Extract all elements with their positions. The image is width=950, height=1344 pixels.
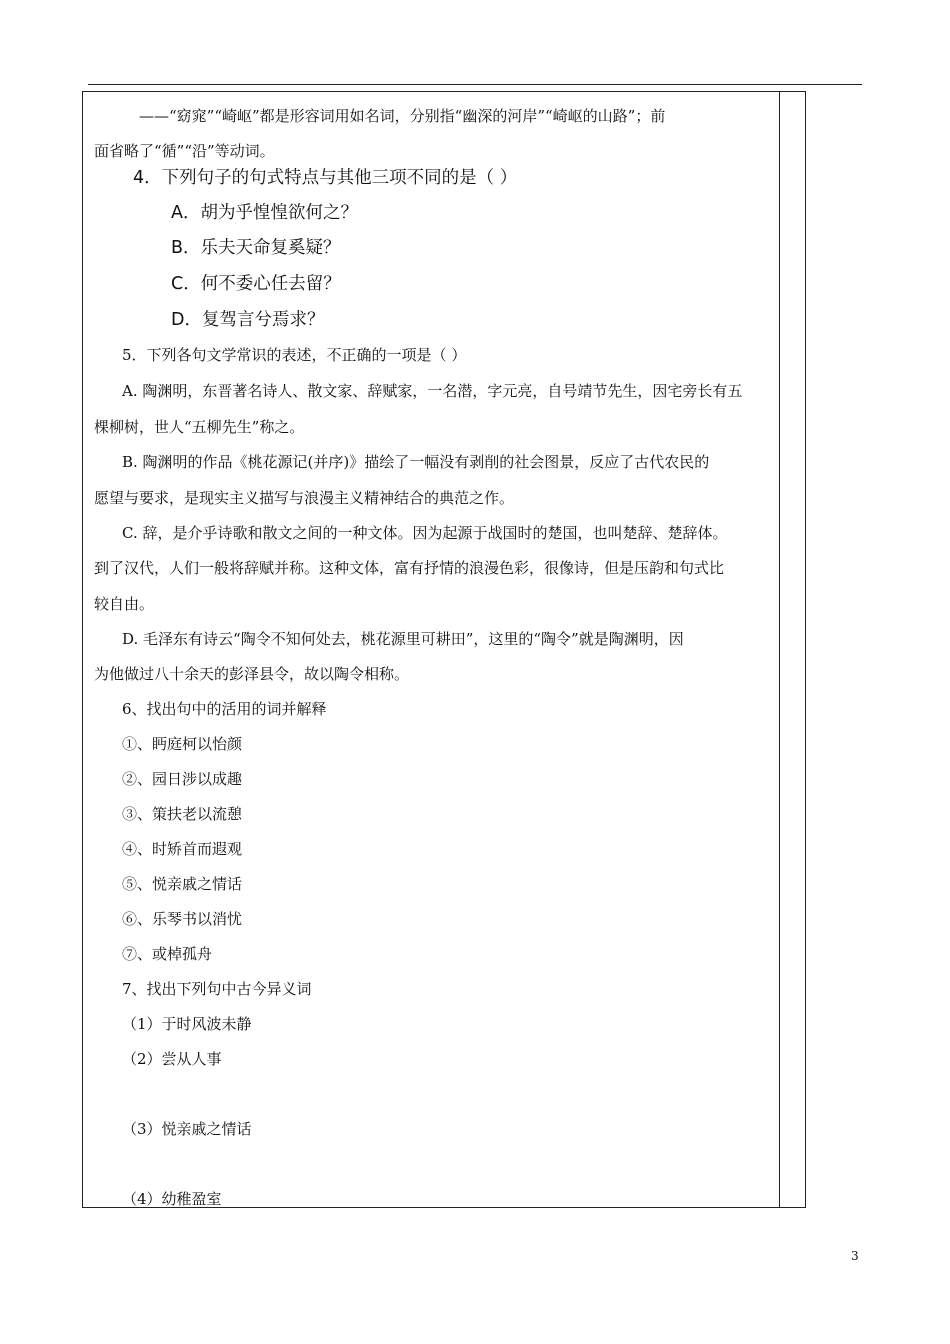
question6-item: ⑤、悦亲戚之情话 [122,875,243,893]
question7-item: （1）于时风波未静 [122,1015,252,1033]
question7-stem: 7、找出下列句中古今异义词 [122,980,312,998]
question5-option-b-line2: 愿望与要求，是现实主义描写与浪漫主义精神结合的典范之作。 [94,489,515,507]
note-line-2: 面省略了“循”“沿”等动词。 [94,142,275,160]
question5-option-c-line2: 到了汉代，人们一般将辞赋并称。这种文体，富有抒情的浪漫色彩，很像诗，但是压韵和句式比 [94,559,725,577]
question5-stem: 5．下列各句文学常识的表述，不正确的一项是（ ） [122,346,467,364]
question5-option-d-line1: D. 毛泽东有诗云“陶令不知何处去，桃花源里可耕田”，这里的“陶令”就是陶渊明，因 [122,630,684,648]
question5-option-d-line2: 为他做过八十余天的彭泽县令，故以陶令相称。 [94,665,410,683]
question6-item: ⑦、或棹孤舟 [122,945,213,963]
question5-option-a-line1: A. 陶渊明，东晋著名诗人、散文家、辞赋家，一名潜，字元亮，自号靖节先生，因宅旁长有五 [122,382,743,400]
question7-item: （2）尝从人事 [122,1050,222,1068]
question4-option-c: C．何不委心任去留？ [171,274,341,294]
question5-option-c-line1: C. 辞，是介乎诗歌和散文之间的一种文体。因为起源于战国时的楚国，也叫楚辞、楚辞体。 [122,524,728,542]
question6-item: ⑥、乐琴书以消忧 [122,910,243,928]
question4-option-a: A．胡为乎惶惶欲何之？ [171,203,358,223]
question4-option-d: D．复驾言兮焉求？ [171,310,325,330]
question5-option-b-line1: B. 陶渊明的作品《桃花源记(并序)》描绘了一幅没有剥削的社会图景，反应了古代农民的 [122,453,710,471]
question4-option-b: B．乐夫天命复奚疑？ [171,238,341,258]
question5-option-c-line3: 较自由。 [94,595,155,613]
page-number: 3 [851,1249,859,1263]
question5-option-a-line2: 棵柳树，世人“五柳先生”称之。 [94,418,305,436]
question6-stem: 6、找出句中的活用的词并解释 [122,700,327,718]
question7-item: （3）悦亲戚之情话 [122,1120,252,1138]
question6-item: ③、策扶老以流憩 [122,805,243,823]
question4-stem: 4．下列句子的句式特点与其他三项不同的是（ ） [133,168,518,188]
question6-item: ④、时矫首而遐观 [122,840,243,858]
question7-item: （4）幼稚盈室 [122,1190,222,1208]
question6-item: ①、眄庭柯以怡颜 [122,735,243,753]
note-line-1: ——“窈窕”“崎岖”都是形容词用如名词，分别指“幽深的河岸”“崎岖的山路”；前 [139,107,666,125]
question6-item: ②、园日涉以成趣 [122,770,243,788]
